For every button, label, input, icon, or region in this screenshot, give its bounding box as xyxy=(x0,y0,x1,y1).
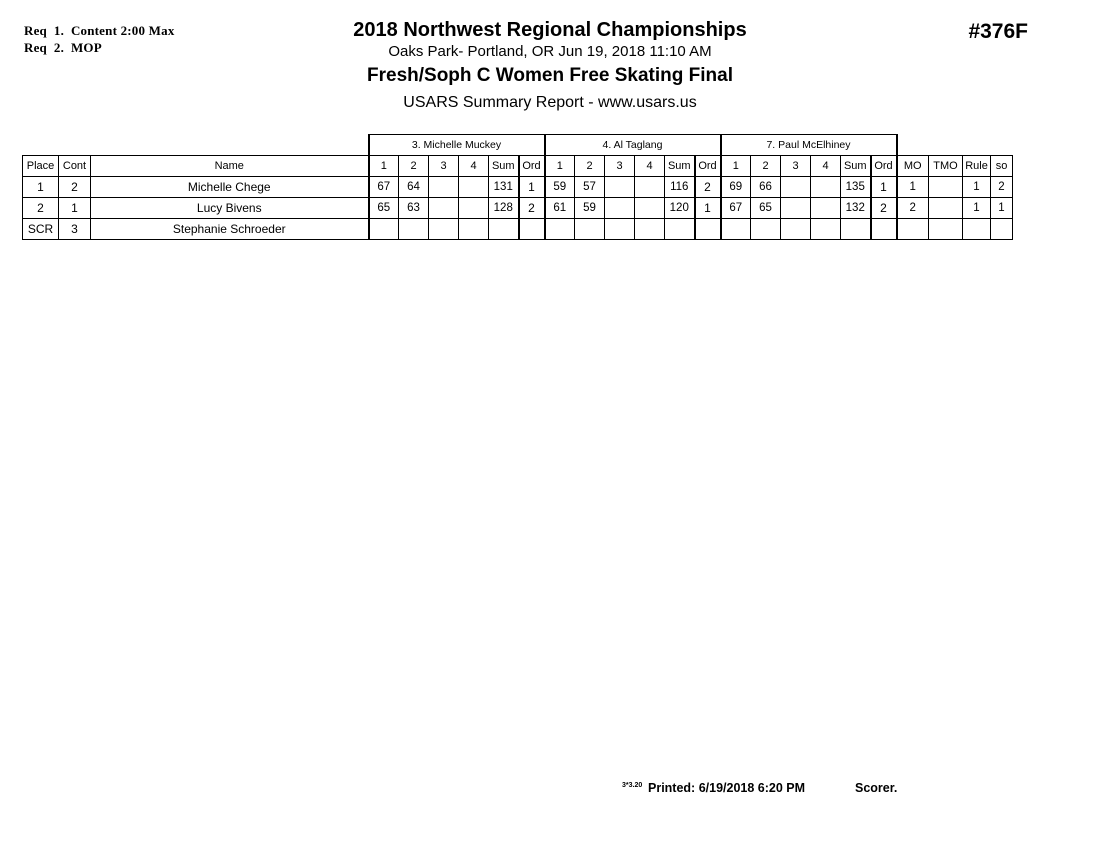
row-j1-ord: 2 xyxy=(519,198,545,219)
row-j1-mark-3 xyxy=(429,198,459,219)
spacer-cell xyxy=(897,135,929,156)
row-j1-mark-4 xyxy=(459,177,489,198)
header-j3-mark-4: 4 xyxy=(811,156,841,177)
header-j3-mark-2: 2 xyxy=(751,156,781,177)
row-cont: 1 xyxy=(59,198,91,219)
row-j3-mark-1 xyxy=(721,219,751,240)
judge-name-3: 7. Paul McElhiney xyxy=(721,135,897,156)
row-cont: 3 xyxy=(59,219,91,240)
header-j2-sum: Sum xyxy=(665,156,695,177)
row-j1-ord: 1 xyxy=(519,177,545,198)
row-cont: 2 xyxy=(59,177,91,198)
judge-name-2: 4. Al Taglang xyxy=(545,135,721,156)
header-place: Place xyxy=(23,156,59,177)
header-j2-mark-3: 3 xyxy=(605,156,635,177)
report-footer xyxy=(0,780,1100,800)
row-so: 2 xyxy=(991,177,1013,198)
spacer-cell xyxy=(91,135,369,156)
header-j1-ord: Ord xyxy=(519,156,545,177)
row-rule: 1 xyxy=(963,177,991,198)
header-j3-mark-1: 1 xyxy=(721,156,751,177)
row-j2-ord xyxy=(695,219,721,240)
row-rule: 1 xyxy=(963,198,991,219)
header-j1-mark-2: 2 xyxy=(399,156,429,177)
row-j3-mark-3 xyxy=(781,219,811,240)
event-title: Fresh/Soph C Women Free Skating Final xyxy=(367,65,733,86)
row-so xyxy=(991,219,1013,240)
score-sheet xyxy=(22,134,1013,240)
row-j3-mark-4 xyxy=(811,198,841,219)
row-j3-mark-1: 67 xyxy=(721,198,751,219)
header-mo: MO xyxy=(897,156,929,177)
table-header-row xyxy=(23,156,1013,177)
row-j1-mark-3 xyxy=(429,219,459,240)
row-j2-ord: 1 xyxy=(695,198,721,219)
table-row xyxy=(23,219,1013,240)
row-j2-mark-2 xyxy=(575,219,605,240)
row-j3-mark-4 xyxy=(811,177,841,198)
header-tmo: TMO xyxy=(929,156,963,177)
row-rule xyxy=(963,219,991,240)
row-j3-mark-4 xyxy=(811,219,841,240)
row-j3-ord: 2 xyxy=(871,198,897,219)
header-j3-sum: Sum xyxy=(841,156,871,177)
row-tmo xyxy=(929,177,963,198)
row-place: 2 xyxy=(23,198,59,219)
header-j1-mark-4: 4 xyxy=(459,156,489,177)
row-j2-mark-2: 57 xyxy=(575,177,605,198)
row-j2-mark-1: 59 xyxy=(545,177,575,198)
row-j1-mark-2 xyxy=(399,219,429,240)
row-tmo xyxy=(929,198,963,219)
row-j1-mark-2: 63 xyxy=(399,198,429,219)
row-j3-mark-1: 69 xyxy=(721,177,751,198)
row-place: SCR xyxy=(23,219,59,240)
row-mo: 2 xyxy=(897,198,929,219)
row-j1-sum: 128 xyxy=(489,198,519,219)
page-title: 2018 Northwest Regional Championships xyxy=(353,19,747,41)
printed-timestamp: Printed: 6/19/2018 6:20 PM xyxy=(648,781,806,795)
row-j3-mark-2 xyxy=(751,219,781,240)
table-row xyxy=(23,198,1013,219)
row-j2-mark-4 xyxy=(635,177,665,198)
row-j3-mark-3 xyxy=(781,198,811,219)
row-j3-sum xyxy=(841,219,871,240)
row-tmo xyxy=(929,219,963,240)
row-name: Stephanie Schroeder xyxy=(91,219,369,240)
row-j3-ord xyxy=(871,219,897,240)
row-mo xyxy=(897,219,929,240)
requirement-line: Req 2. MOP xyxy=(24,40,102,55)
row-j3-ord: 1 xyxy=(871,177,897,198)
row-j2-sum: 120 xyxy=(665,198,695,219)
row-j3-mark-3 xyxy=(781,177,811,198)
judge-name-1: 3. Michelle Muckey xyxy=(369,135,545,156)
row-j2-ord: 2 xyxy=(695,177,721,198)
header-j3-mark-3: 3 xyxy=(781,156,811,177)
header-j1-mark-3: 3 xyxy=(429,156,459,177)
event-number: #376F xyxy=(968,20,1028,43)
row-j1-mark-1: 67 xyxy=(369,177,399,198)
report-header xyxy=(0,18,1100,115)
row-j2-mark-3 xyxy=(605,198,635,219)
spacer-cell xyxy=(991,135,1013,156)
table-row xyxy=(23,177,1013,198)
results-table xyxy=(22,134,1013,240)
row-j2-mark-4 xyxy=(635,219,665,240)
row-j2-sum xyxy=(665,219,695,240)
judge-banner-row xyxy=(23,135,1013,156)
row-j1-mark-4 xyxy=(459,198,489,219)
row-so: 1 xyxy=(991,198,1013,219)
spacer-cell xyxy=(963,135,991,156)
header-j2-mark-1: 1 xyxy=(545,156,575,177)
scorer-label: Scorer. xyxy=(855,781,898,795)
row-name: Lucy Bivens xyxy=(91,198,369,219)
row-j3-mark-2: 65 xyxy=(751,198,781,219)
row-j3-sum: 132 xyxy=(841,198,871,219)
row-place: 1 xyxy=(23,177,59,198)
row-j1-mark-2: 64 xyxy=(399,177,429,198)
header-j2-mark-4: 4 xyxy=(635,156,665,177)
row-j1-mark-1 xyxy=(369,219,399,240)
row-j3-mark-2: 66 xyxy=(751,177,781,198)
header-so: so xyxy=(991,156,1013,177)
row-j2-mark-3 xyxy=(605,219,635,240)
venue-datetime: Oaks Park- Portland, OR Jun 19, 2018 11:10 AM xyxy=(388,43,712,60)
row-j1-mark-1: 65 xyxy=(369,198,399,219)
header-j3-ord: Ord xyxy=(871,156,897,177)
header-j1-sum: Sum xyxy=(489,156,519,177)
print-code: 3*3.20 xyxy=(622,782,643,789)
row-j1-mark-3 xyxy=(429,177,459,198)
row-j3-sum: 135 xyxy=(841,177,871,198)
header-name: Name xyxy=(91,156,369,177)
header-j2-ord: Ord xyxy=(695,156,721,177)
row-j2-sum: 116 xyxy=(665,177,695,198)
spacer-cell xyxy=(929,135,963,156)
requirement-line: Req 1. Content 2:00 Max xyxy=(24,23,175,38)
row-j1-sum xyxy=(489,219,519,240)
report-subtitle: USARS Summary Report - www.usars.us xyxy=(403,94,697,111)
row-j2-mark-2: 59 xyxy=(575,198,605,219)
row-j1-mark-4 xyxy=(459,219,489,240)
header-rule: Rule xyxy=(963,156,991,177)
row-j1-sum: 131 xyxy=(489,177,519,198)
row-j2-mark-4 xyxy=(635,198,665,219)
row-name: Michelle Chege xyxy=(91,177,369,198)
spacer-cell xyxy=(59,135,91,156)
spacer-cell xyxy=(23,135,59,156)
header-cont: Cont xyxy=(59,156,91,177)
row-j1-ord xyxy=(519,219,545,240)
row-j2-mark-3 xyxy=(605,177,635,198)
row-j2-mark-1 xyxy=(545,219,575,240)
row-mo: 1 xyxy=(897,177,929,198)
row-j2-mark-1: 61 xyxy=(545,198,575,219)
header-j2-mark-2: 2 xyxy=(575,156,605,177)
header-j1-mark-1: 1 xyxy=(369,156,399,177)
